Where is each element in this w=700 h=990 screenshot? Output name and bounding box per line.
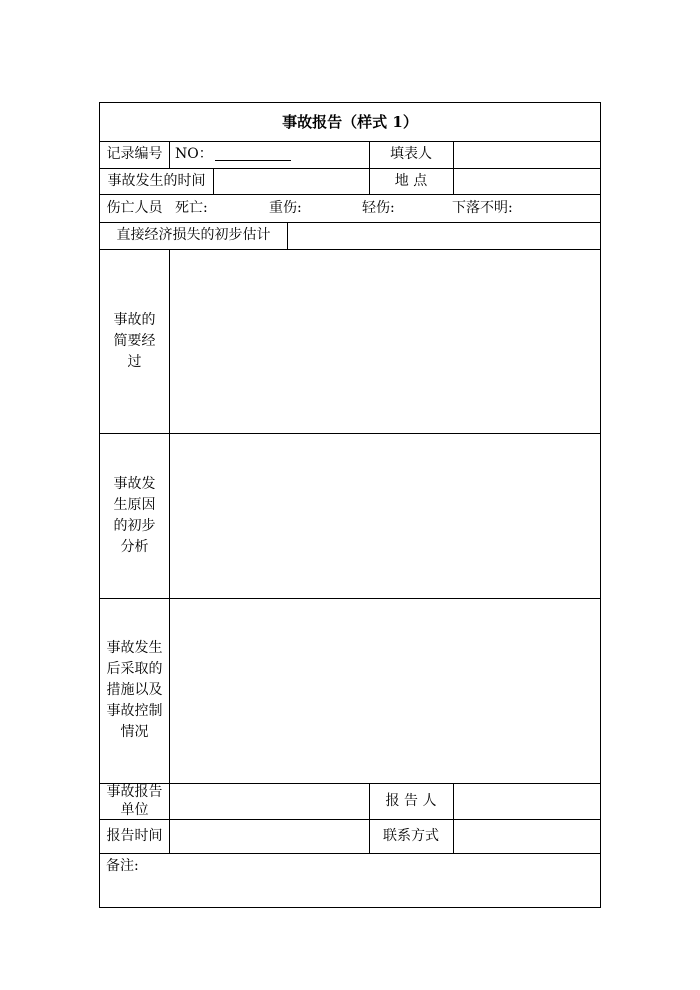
unit-field[interactable] (169, 783, 369, 819)
unit-label: 事故报告单位 (106, 784, 163, 818)
missing-label: 下落不明: (452, 199, 513, 216)
death-label: 死亡: (175, 199, 208, 216)
measures-field[interactable] (169, 598, 600, 783)
record-no-label: 记录编号 (106, 146, 163, 162)
record-no-field[interactable] (169, 141, 369, 168)
loss-label: 直接经济损失的初步估计 (116, 227, 271, 243)
time-field[interactable] (213, 168, 369, 194)
time-label: 事故发生的时间 (107, 172, 206, 189)
report-time-label: 报告时间 (106, 827, 163, 844)
row-divider (100, 853, 600, 854)
report-time-field[interactable] (169, 819, 369, 853)
process-field[interactable] (169, 249, 600, 433)
no-prefix: NO： (175, 146, 213, 162)
no-underline (215, 148, 291, 161)
place-field[interactable] (453, 168, 600, 194)
loss-field[interactable] (287, 222, 600, 249)
form-title: 事故报告（样式 1） (282, 112, 418, 131)
process-label: 事故的简要经过 (113, 311, 156, 370)
reporter-field[interactable] (453, 783, 600, 819)
reporter-label: 报 告 人 (385, 792, 437, 809)
contact-label: 联系方式 (383, 827, 439, 844)
measures-label: 事故发生后采取的措施以及事故控制情况 (106, 640, 163, 740)
cause-field[interactable] (169, 433, 600, 598)
minor-injury-label: 轻伤: (362, 199, 395, 216)
filler-field[interactable] (453, 141, 600, 168)
notes-label: 备注: (106, 857, 139, 874)
casualty-label: 伤亡人员 (106, 199, 163, 216)
filler-label: 填表人 (390, 146, 432, 162)
notes-field[interactable] (169, 855, 600, 907)
accident-report-form (99, 102, 601, 908)
cause-label: 事故发生原因的初步分析 (113, 475, 156, 555)
serious-injury-label: 重伤: (269, 199, 302, 216)
place-label: 地 点 (394, 172, 428, 189)
contact-field[interactable] (453, 819, 600, 853)
